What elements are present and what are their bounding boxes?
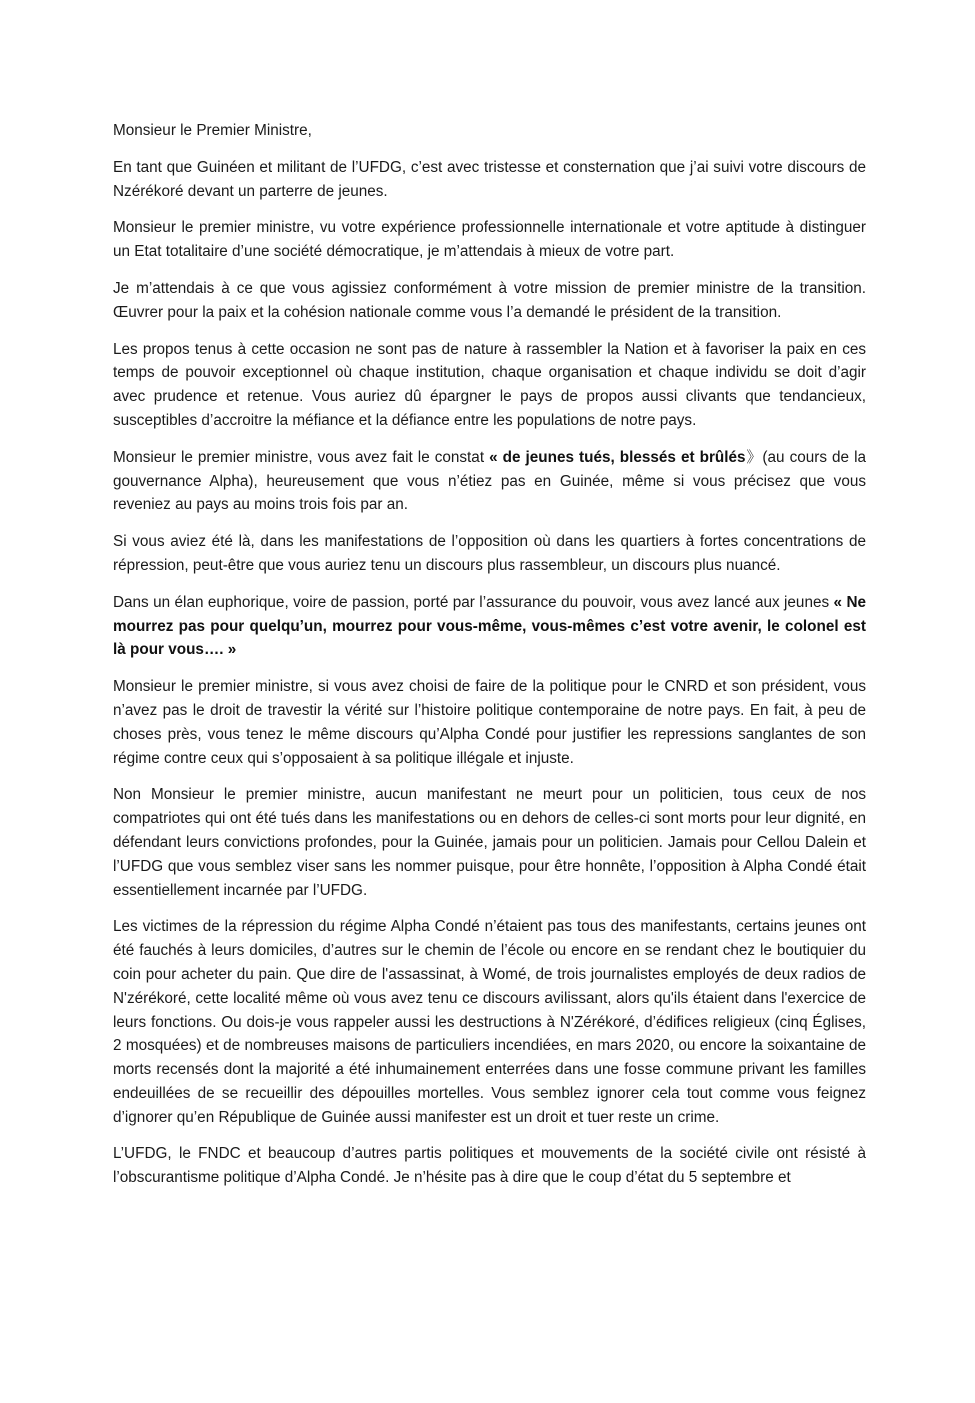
- paragraph-5-quote: « de jeunes tués, blessés et brûlés: [489, 448, 746, 466]
- salutation: Monsieur le Premier Ministre,: [113, 122, 312, 139]
- paragraph-7-text-start: Dans un élan euphorique, voire de passion, porté par l’assurance du pouvoir, vous avez lancé aux jeunes: [113, 593, 834, 611]
- paragraph-3: Je m’attendais à ce que vous agissiez conformément à votre mission de premier ministre de la transition. Œuvrer pour la paix et la cohésion nationale comme vous l’a demandé le président de la transition.: [113, 279, 866, 321]
- paragraph-9: Non Monsieur le premier ministre, aucun manifestant ne meurt pour un politicien, tous ceux de nos compatriotes qui ont été tués dans les manifestations ou en dehors de celles-ci sont morts pour leur dignité, en défendant leurs convictions profondes, pour la Guinée, jamais pour un politicien. Jamais pour Cellou Dalein et l’UFDG que vous semblez viser sans les nommer puisque, pour être honnête, l’opposition à Alpha Condé était essentiellement incarnée par l’UFDG.: [113, 786, 866, 899]
- paragraph-10: Les victimes de la répression du régime Alpha Condé n’étaient pas tous des manifestants, certains jeunes ont été fauchés à leurs domiciles, d’autres sur le chemin de l’école ou encore en se rendant chez le boutiquier du coin pour acheter du pain. Que dire de l'assassinat, à Womé, de trois journalistes employés de deux radios de N'zérékoré, cette localité même où vous avez tenu ce discours avilissant, alors qu'ils étaient dans l'exercice de leurs fonctions. Ou dois-je vous rappeler aussi les destructions à N'Zérékoré, d’édifices religieux (cinq Églises, 2 mosquées) et de nombreuses maisons de particuliers incendiées, en mars 2020, ou encore la soixantaine de morts recensés dont la majorité a été inhumainement enterrées dans une fosse commune privant les familles endeuillées de se recueillir des dépouilles mortelles. Vous semblez ignorer cela tout comme vous feignez d’ignorer qu’en République de Guinée aussi manifester est un droit et tuer reste un crime.: [113, 918, 866, 1126]
- paragraph-5-text-end: 》(au cours de la gouvernance Alpha), heureusement que vous n’étiez pas en Guinée, même si vous précisez que vous reveniez au pays au moins trois fois par an.: [113, 448, 866, 514]
- paragraph-7-quote: « Ne mourrez pas pour quelqu’un, mourrez pour vous-même, vous-mêmes c’est votre avenir, le colonel est là pour vous…. »: [113, 593, 867, 659]
- paragraph-5-text-start: Monsieur le premier ministre, vous avez fait le constat: [113, 448, 490, 466]
- paragraph-7: [113, 591, 866, 662]
- paragraph-11: L’UFDG, le FNDC et beaucoup d’autres partis politiques et mouvements de la société civile ont résisté à l’obscurantisme politique d’Alpha Condé. Je n’hésite pas à dire que le coup d’état du 5 septembre et: [113, 1145, 866, 1187]
- paragraph-5: [113, 446, 866, 517]
- letter-body: [113, 119, 866, 1190]
- paragraph-2: Monsieur le premier ministre, vu votre expérience professionnelle internationale et votre aptitude à distinguer un Etat totalitaire d’une société démocratique, je m’attendais à mieux de votre part.: [113, 219, 866, 261]
- paragraph-6: Si vous aviez été là, dans les manifestations de l’opposition où dans les quartiers à fortes concentrations de répression, peut-être que vous auriez tenu un discours plus rassembleur, un discours plus nuancé.: [113, 533, 866, 574]
- paragraph-4: Les propos tenus à cette occasion ne sont pas de nature à rassembler la Nation et à favoriser la paix en ces temps de pouvoir exceptionnel où chaque institution, chaque organisation et chaque individu se doit d’agir avec prudence et retenue. Vous auriez dû épargner le pays de propos aussi clivants que tendancieux, susceptibles d’accroitre la méfiance et la défiance entre les populations de notre pays.: [113, 340, 866, 429]
- paragraph-1: En tant que Guinéen et militant de l’UFDG, c’est avec tristesse et consternation que j’ai suivi votre discours de Nzérékoré devant un parterre de jeunes.: [113, 158, 866, 200]
- paragraph-8: Monsieur le premier ministre, si vous avez choisi de faire de la politique pour le CNRD et son président, vous n’avez pas le droit de travestir la vérité sur l’histoire politique contemporaine de notre pays. En fait, à peu de choses près, vous tenez le même discours qu’Alpha Condé pour justifier les repressions sanglantes de son régime contre ceux qui s’opposaient à sa politique illégale et injuste.: [113, 678, 866, 767]
